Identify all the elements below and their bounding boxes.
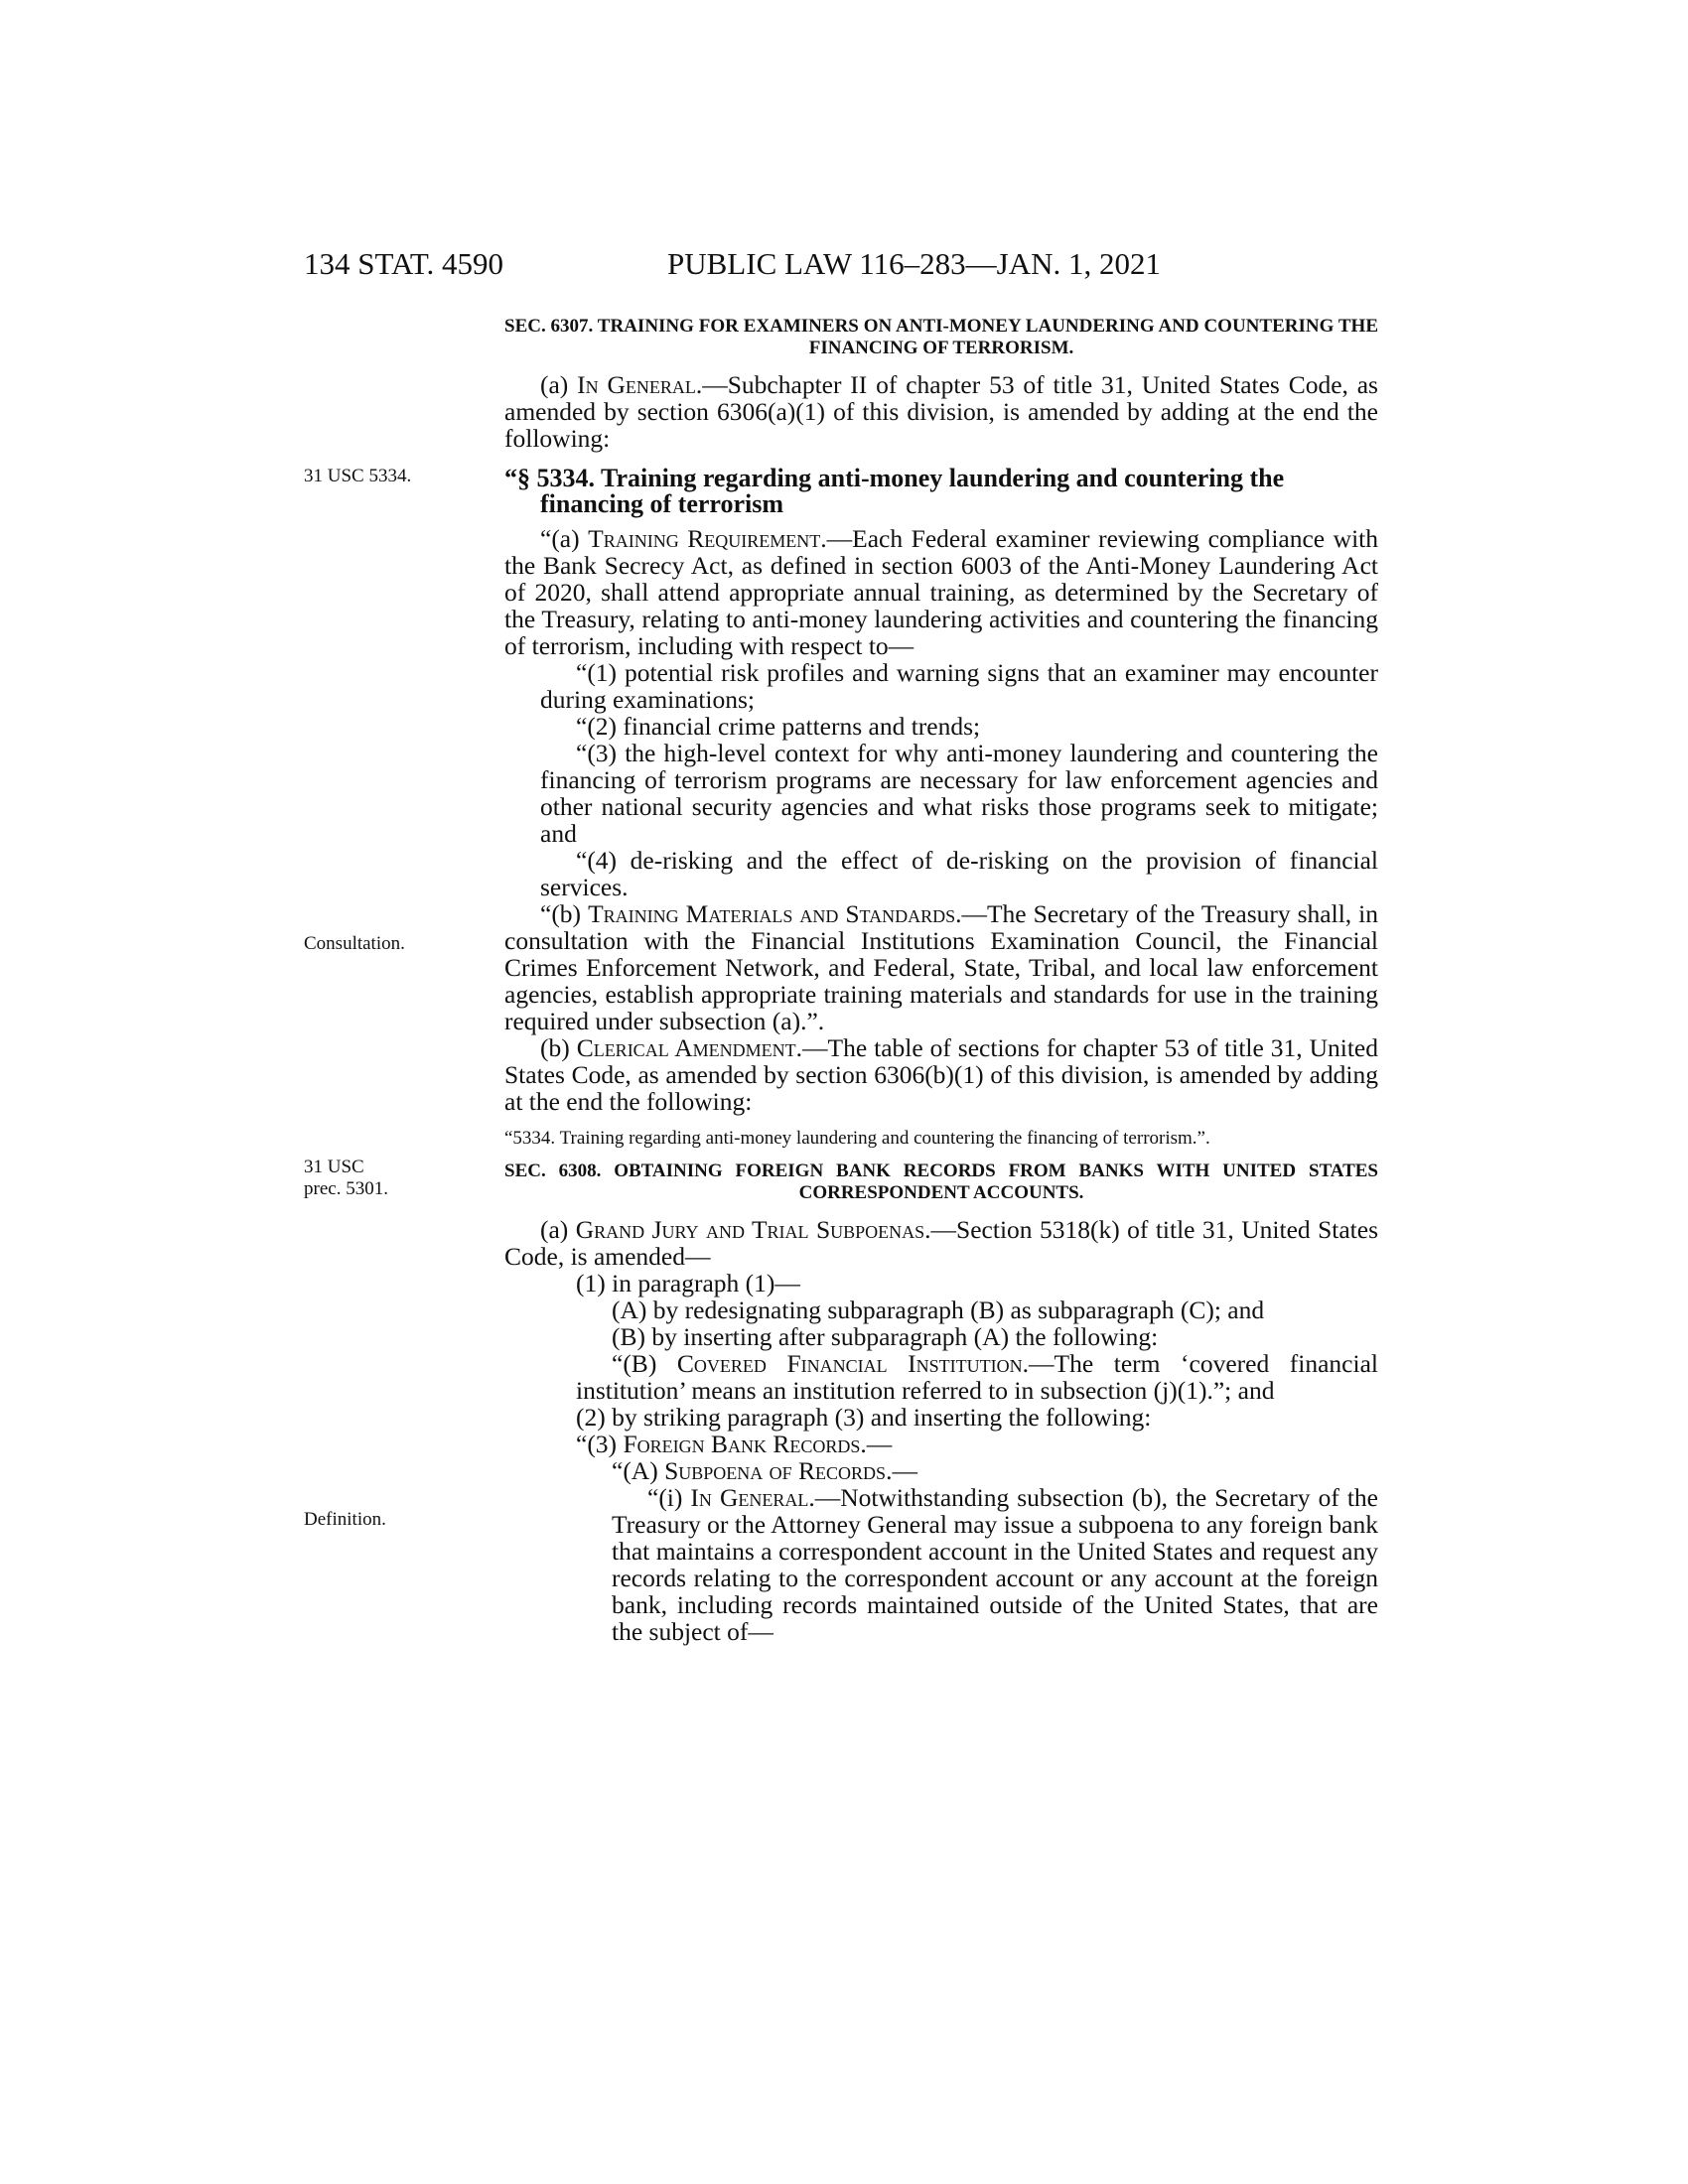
clause-in-general: “(i) In General.—Notwithstanding subsection (b), the Secretary of the Treasury or the Attorney General may issue a subpoena to any foreign bank that maintains a correspondent account in the United States and request any records relating to the correspondent account or any account at the foreign bank, including records maintained outside of the United States, that are the subject of— <box>612 1483 1378 1646</box>
paragraph-6308-a: (a) Grand Jury and Trial Subpoenas.—Section 5318(k) of title 31, United States Code, is amended— <box>504 1215 1378 1271</box>
caption: Covered Financial Institution <box>676 1349 1023 1378</box>
amendment-1A: (A) by redesignating subparagraph (B) as subparagraph (C); and <box>612 1296 1265 1324</box>
page-header <box>304 246 1376 286</box>
table-of-sections-entry: “5334. Training regarding anti-money laundering and countering the financing of terrorism.”. <box>504 1128 1210 1149</box>
margin-note-definition: Definition. <box>304 1509 386 1530</box>
amendment-2: (2) by striking paragraph (3) and inserting the following: <box>576 1403 1152 1432</box>
margin-note-consultation: Consultation. <box>304 933 405 954</box>
caption: In General <box>690 1483 809 1512</box>
paragraph-6307-b: (b) Clerical Amendment.—The table of sections for chapter 53 of title 31, United States Code, as amended by section 6306(b)(1) of this division, is amended by adding at the end the following: <box>504 1033 1379 1116</box>
section-5334-title: “§ 5334. Training regarding anti-money laundering and countering the financing of terrorism <box>504 464 1285 518</box>
margin-note-usc-prec-5301 <box>304 1157 443 1200</box>
subparagraph-subpoena-of-records: “(A) Subpoena of Records.— <box>612 1456 917 1485</box>
margin-note-line: prec. 5301. <box>304 1178 388 1199</box>
section-heading-6307: SEC. 6307. TRAINING FOR EXAMINERS ON ANTI-MONEY LAUNDERING AND COUNTERING THE FINANCING OF TERRORISM. <box>504 316 1378 358</box>
amendment-1: (1) in paragraph (1)— <box>576 1269 800 1297</box>
margin-note-line: 31 USC <box>304 1157 364 1177</box>
list-item-3: “(3) the high-level context for why anti-money laundering and countering the financing of terrorism programs are necessary for law enforcement agencies and other national security agencies and what risks those programs seek to mitigate; and <box>540 739 1378 848</box>
paragraph-6307-a: (a) In General.—Subchapter II of chapter 53 of title 31, United States Code, as amended by section 6306(a)(1) of this division, is amended by adding at the end the following: <box>504 370 1378 453</box>
amendment-1B: (B) by inserting after subparagraph (A) the following: <box>612 1322 1159 1351</box>
list-item-2: “(2) financial crime patterns and trends; <box>576 712 981 741</box>
caption: Training Materials and Standards <box>588 899 956 928</box>
paragraph-5334-a: “(a) Training Requirement.—Each Federal examiner reviewing compliance with the Bank Secrecy Act, as defined in section 6003 of the Anti-Money Laundering Act of 2020, shall attend appropriate annual training, as determined by the Secretary of the Treasury, relating to anti-money laundering activities and countering the financing of terrorism, including with respect to— <box>504 524 1378 660</box>
list-item-4: “(4) de-risking and the effect of de-risking on the provision of financial services. <box>540 846 1378 901</box>
margin-note-usc-5334: 31 USC 5334. <box>304 466 412 486</box>
caption: Training Requirement <box>588 524 821 553</box>
document-body <box>504 316 1378 1645</box>
list-item-1: “(1) potential risk profiles and warning signs that an examiner may encounter during examinations; <box>540 658 1378 714</box>
paragraph-foreign-bank-records: “(3) Foreign Bank Records.— <box>576 1430 893 1458</box>
caption: Subpoena of Records <box>664 1456 887 1485</box>
public-law-citation: PUBLIC LAW 116–283—JAN. 1, 2021 <box>667 246 1161 281</box>
caption: Grand Jury and Trial Subpoenas <box>575 1215 925 1244</box>
definition-covered-financial-institution: “(B) Covered Financial Institution.—The term ‘covered financial institution’ means an institution referred to in subsection (j)(1).”; and <box>576 1349 1378 1405</box>
paragraph-5334-b: “(b) Training Materials and Standards.—The Secretary of the Treasury shall, in consultation with the Financial Institutions Examination Council, the Financial Crimes Enforcement Network, and Federal, State, Tribal, and local law enforcement agencies, establish appropriate training materials and standards for use in the training required under subsection (a).”. <box>504 899 1379 1035</box>
section-heading-6308: SEC. 6308. OBTAINING FOREIGN BANK RECORDS FROM BANKS WITH UNITED STATES CORRESPONDENT ACCOUNTS. <box>504 1160 1378 1203</box>
caption: Foreign Bank Records <box>623 1430 861 1458</box>
statute-page-number: 134 STAT. 4590 <box>304 246 504 281</box>
caption: In General <box>577 370 696 399</box>
caption: Clerical Amendment <box>576 1033 796 1062</box>
